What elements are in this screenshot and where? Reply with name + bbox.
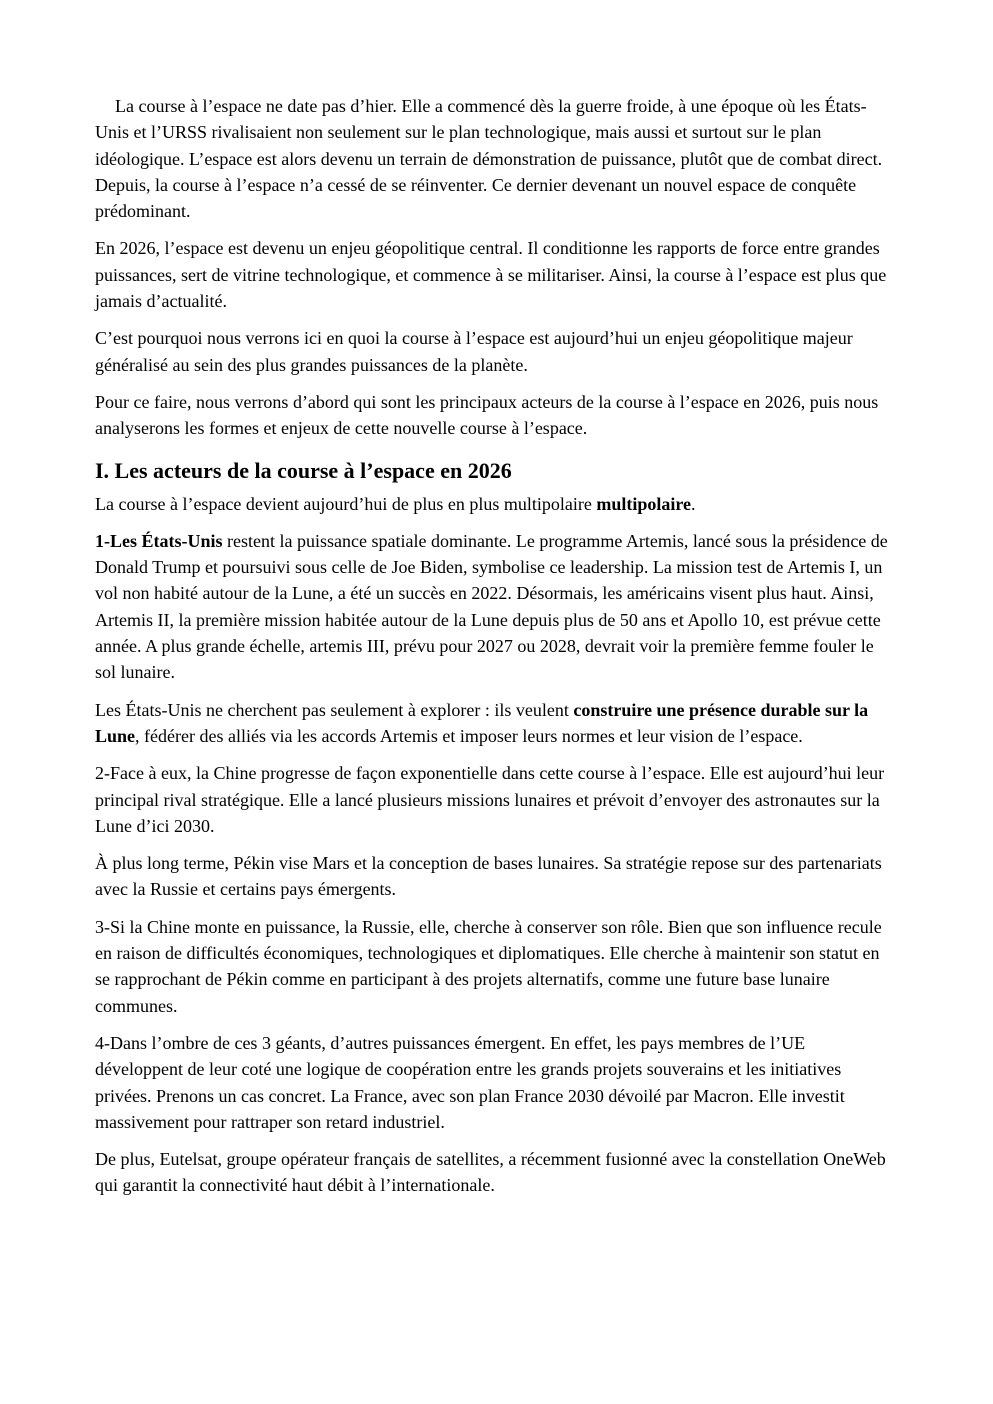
intro-paragraph-2: En 2026, l’espace est devenu un enjeu géopolitique central. Il conditionne les rapports de force entre grandes puissances, sert de vitrine technologique, et commence à se militariser. Ainsi, la course à l’espace est plus que jamais d’actualité. (95, 238, 887, 312)
lead-end: . (691, 493, 696, 514)
china-paragraph-1: 2-Face à eux, la Chine progresse de façon exponentielle dans cette course à l’espace. Elle est aujourd’hui leur principal rival stratégique. Elle a lancé plusieurs missions lunaires et prévoit d’envoyer des astronautes sur la Lune d’ici 2030. (95, 763, 885, 836)
others-paragraph: 4-Dans l’ombre de ces 3 géants, d’autres puissances émergent. En effet, les pays membres de l’UE développent de leur coté une logique de coopération entre les grands projets souverains et les initiatives privées. Prenons un cas concret. La France, avec son plan France 2030 dévoilé par Macron. Elle investit massivement pour rattraper son retard industriel. (95, 1032, 845, 1132)
usa-paragraph (95, 528, 895, 686)
russia-paragraph: 3-Si la Chine monte en puissance, la Russie, elle, cherche à conserver son rôle. Bien que son influence recule en raison de difficultés économiques, technologiques et diplomatiques. Elle cherche à maintenir son statut en se rapprochant de Pékin comme en participant à des projets alternatifs, comme une future base lunaire communes. (95, 916, 882, 1016)
usa-presence-before: Les États-Unis ne cherchent pas seulement à explorer : ils veulent (95, 699, 574, 720)
section-1-heading: I. Les acteurs de la course à l’espace en 2026 (95, 457, 512, 483)
lead-bold: multipolaire (596, 493, 692, 514)
eutelsat-paragraph: De plus, Eutelsat, groupe opérateur français de satellites, a récemment fusionné avec la constellation OneWeb qui garantit la connectivité haut débit à l’internationale. (95, 1149, 886, 1196)
usa-text: restent la puissance spatiale dominante. Le programme Artemis, lancé sous la présidence de Donald Trump et poursuivi sous celle de Joe Biden, symbolise ce leadership. La mission test de Artemis I, un vol non habité autour de la Lune, a été un succès en 2022. Désormais, les américains visent plus haut. Ainsi, Artemis II, la première mission habitée autour de la Lune depuis plus de 50 ans et Apollo 10, est prévue cette année. A plus grande échelle, artemis III, prévu pour 2027 ou 2028, devrait voir la première femme fouler le sol lunaire. (95, 530, 888, 683)
intro-paragraph-4: Pour ce faire, nous verrons d’abord qui sont les principaux acteurs de la course à l’espace en 2026, puis nous analyserons les formes et enjeux de cette nouvelle course à l’espace. (95, 391, 879, 439)
document-page (95, 93, 895, 1210)
usa-presence-paragraph (95, 697, 895, 750)
lead-text: La course à l’espace devient aujourd’hui de plus en plus multipolaire (95, 493, 597, 514)
china-paragraph-2: À plus long terme, Pékin vise Mars et la conception de bases lunaires. Sa stratégie repose sur des partenariats avec la Russie et certains pays émergents. (95, 853, 882, 900)
intro-paragraph-1: La course à l’espace ne date pas d’hier. Elle a commencé dès la guerre froide, à une époque où les États-Unis et l’URSS rivalisaient non seulement sur le plan technologique, mais aussi et surtout sur le plan idéologique. L’espace est alors devenu un terrain de démonstration de puissance, plutôt que de combat direct. Depuis, la course à l’espace n’a cessé de se réinventer. Ce dernier devenant un nouvel espace de conquête prédominant. (95, 96, 883, 222)
intro-paragraph-3: C’est pourquoi nous verrons ici en quoi la course à l’espace est aujourd’hui un enjeu géopolitique majeur généralisé au sein des plus grandes puissances de la planète. (95, 328, 853, 375)
usa-presence-bold: construire une présence durable sur la Lune (95, 699, 869, 746)
section-1-lead (95, 491, 895, 517)
usa-presence-after: , fédérer des alliés via les accords Artemis et imposer leurs normes et leur vision de l’espace. (135, 725, 803, 746)
usa-bold: 1-Les États-Unis (95, 530, 223, 551)
